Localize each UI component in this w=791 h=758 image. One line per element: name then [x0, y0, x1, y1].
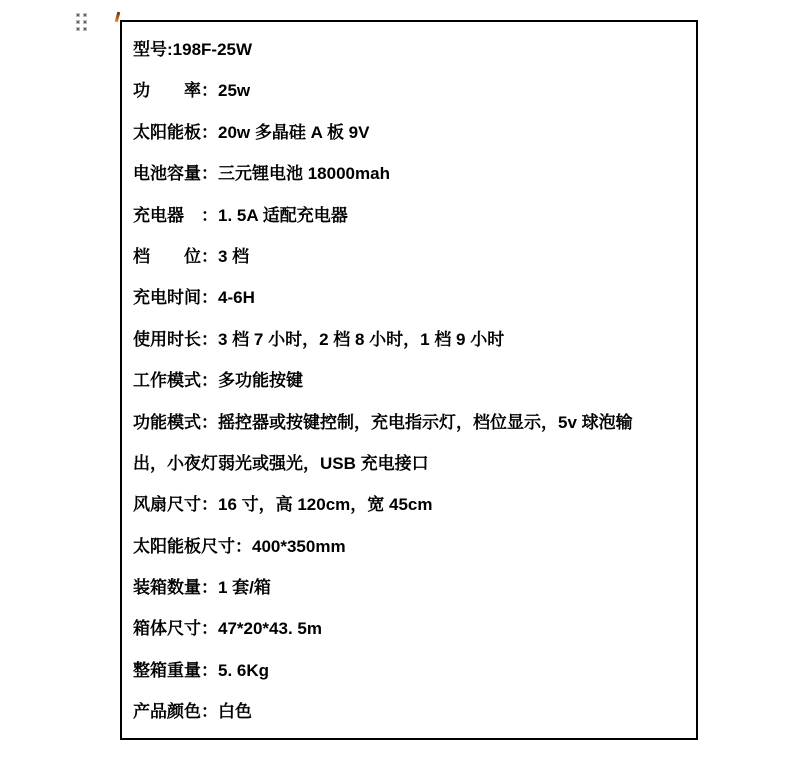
drag-handle-dot	[83, 27, 87, 31]
spec-line-gears: 档 位：3 档	[133, 246, 250, 266]
drag-handle-dot	[83, 20, 87, 24]
product-spec-box	[120, 20, 698, 740]
spec-line-work-mode: 工作模式：多功能按键	[133, 371, 303, 391]
drag-handle-dot	[76, 20, 80, 24]
drag-handle-dot	[83, 13, 87, 17]
spec-line-solar-panel: 太阳能板：20w 多晶硅 A 板 9V	[133, 122, 370, 142]
spec-line-model: 型号:198F-25W	[133, 40, 253, 59]
spec-line-function-mode: 功能模式：摇控器或按键控制，充电指示灯，档位显示，5v 球泡输	[133, 412, 633, 432]
spec-line-function-mode-wrap: 出，小夜灯弱光或强光，USB 充电接口	[133, 453, 429, 473]
spec-line-fan-size: 风扇尺寸：16 寸，高 120cm，宽 45cm	[133, 495, 433, 515]
spec-line-gross-weight: 整箱重量：5. 6Kg	[133, 660, 270, 680]
spec-line-battery-capacity: 电池容量：三元锂电池 18000mah	[133, 164, 390, 184]
spec-line-solar-panel-size: 太阳能板尺寸：400*350mm	[133, 536, 346, 556]
spec-line-power: 功 率：25w	[133, 81, 251, 101]
drag-handle-icon[interactable]	[76, 13, 88, 32]
spec-line-usage-time: 使用时长：3 档 7 小时，2 档 8 小时，1 档 9 小时	[133, 329, 505, 349]
drag-handle-dot	[76, 13, 80, 17]
spec-line-charge-time: 充电时间：4-6H	[133, 288, 255, 308]
spec-line-packing-qty: 装箱数量：1 套/箱	[133, 578, 271, 598]
spec-line-carton-size: 箱体尺寸：47*20*43. 5m	[133, 619, 322, 639]
drag-handle-dot	[76, 27, 80, 31]
spec-line-charger: 充电器 ：1. 5A 适配充电器	[133, 205, 348, 225]
spec-line-product-color: 产品颜色：白色	[133, 702, 252, 722]
